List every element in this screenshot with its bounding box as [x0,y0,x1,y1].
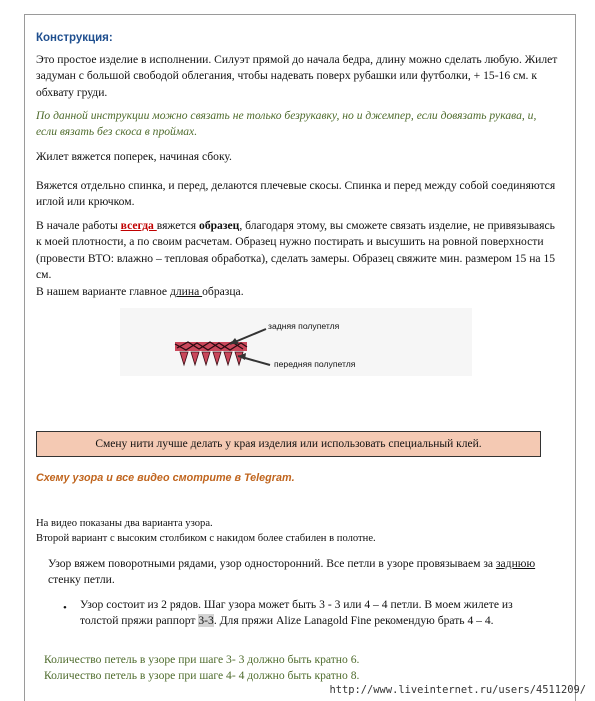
source-url[interactable]: http://www.liveinternet.ru/users/4511209/ [329,684,586,696]
label-front-loop: передняя полупетля [274,359,356,369]
intro-paragraph: Это простое изделие в исполнении. Силуэт прямой до начала бедра, длину можно сделать любую. Жилет задуман с большой свободой облегания, чтобы надевать поверх рубашки или футболки, + 15-16 см. к обхвату груди. [36,53,558,99]
emphasis-swatch: образец [199,219,240,232]
bullet-text-c: . Для пряжи Alize Lanagold Fine рекомендую брать 4 – 4. [213,614,494,628]
telegram-period: . [291,472,295,484]
bullet-dot: • [63,602,67,614]
direction-paragraph: Жилет вяжется поперек, начиная сбоку. [36,150,232,163]
count-line-2: Количество петель в узоре при шаге 4- 4 должно быть кратно 8. [44,669,360,683]
length-text-a: В нашем варианте главное [36,285,170,298]
note-paragraph: По данной инструкции можно связать не только безрукавку, но и джемпер, если довязать рукава, и, если вязать без скоса в проймах. [36,109,537,139]
bullet-item [80,597,548,630]
notice-box: Смену нити лучше делать у края изделия или использовать специальный клей. [36,431,541,457]
emphasis-always: всегда [120,219,157,232]
swatch-length-paragraph [36,284,560,300]
telegram-text: Схему узора и все видео смотрите в [36,472,244,484]
swatch-text-e: , благодаря этому, вы сможете связать изделие, не привязываясь к моей плотности, а по своим расчетам. Образец нужно постирать и высушить на ровной поверхности (провести ВТО: влажно – тепловая обработка), сделать замеры. Образец свяжите мин. размером 15 на 15 см. [36,219,556,282]
count-line-1: Количество петель в узоре при шаге 3- 3 должно быть кратно 6. [44,653,360,666]
telegram-link[interactable]: Telegram [243,472,292,484]
video-note [36,516,560,546]
bullet-repeat: 3-3 [198,614,214,628]
front-loops [180,352,243,365]
pattern-back-wall: заднюю [495,557,536,570]
bullet-text-a: Узор состоит из 2 рядов. Шаг узора может быть 3 - 3 или 4 – 4 петли. В моем жилете из толстой пряжи раппорт [80,598,513,628]
count-paragraph [44,652,568,685]
length-text-c: образца. [202,285,244,298]
swatch-text-c: вяжется [156,219,200,232]
length-underlined: длина [169,285,203,298]
video-line-1: На видео показаны два варианта узора. [36,518,213,529]
video-line-2: Второй вариант с высоким столбиком с накидом более стабилен в полотне. [36,533,376,544]
telegram-note [36,470,560,486]
label-back-loop: задняя полупетля [268,321,340,331]
pattern-text-a: Узор вяжем поворотными рядами, узор односторонний. Все петли в узоре провязываем за [48,557,496,570]
swatch-paragraph [36,218,560,284]
swatch-text-a: В начале работы [36,219,121,232]
pattern-paragraph [48,556,554,589]
pattern-text-c: стенку петли. [48,573,115,587]
assembly-paragraph: Вяжется отдельно спинка, и перед, делаются плечевые скосы. Спинка и перед между собой соединяются иглой или крючком. [36,179,556,209]
section-heading: Конструкция: [36,32,113,44]
stitch-diagram [120,308,472,376]
